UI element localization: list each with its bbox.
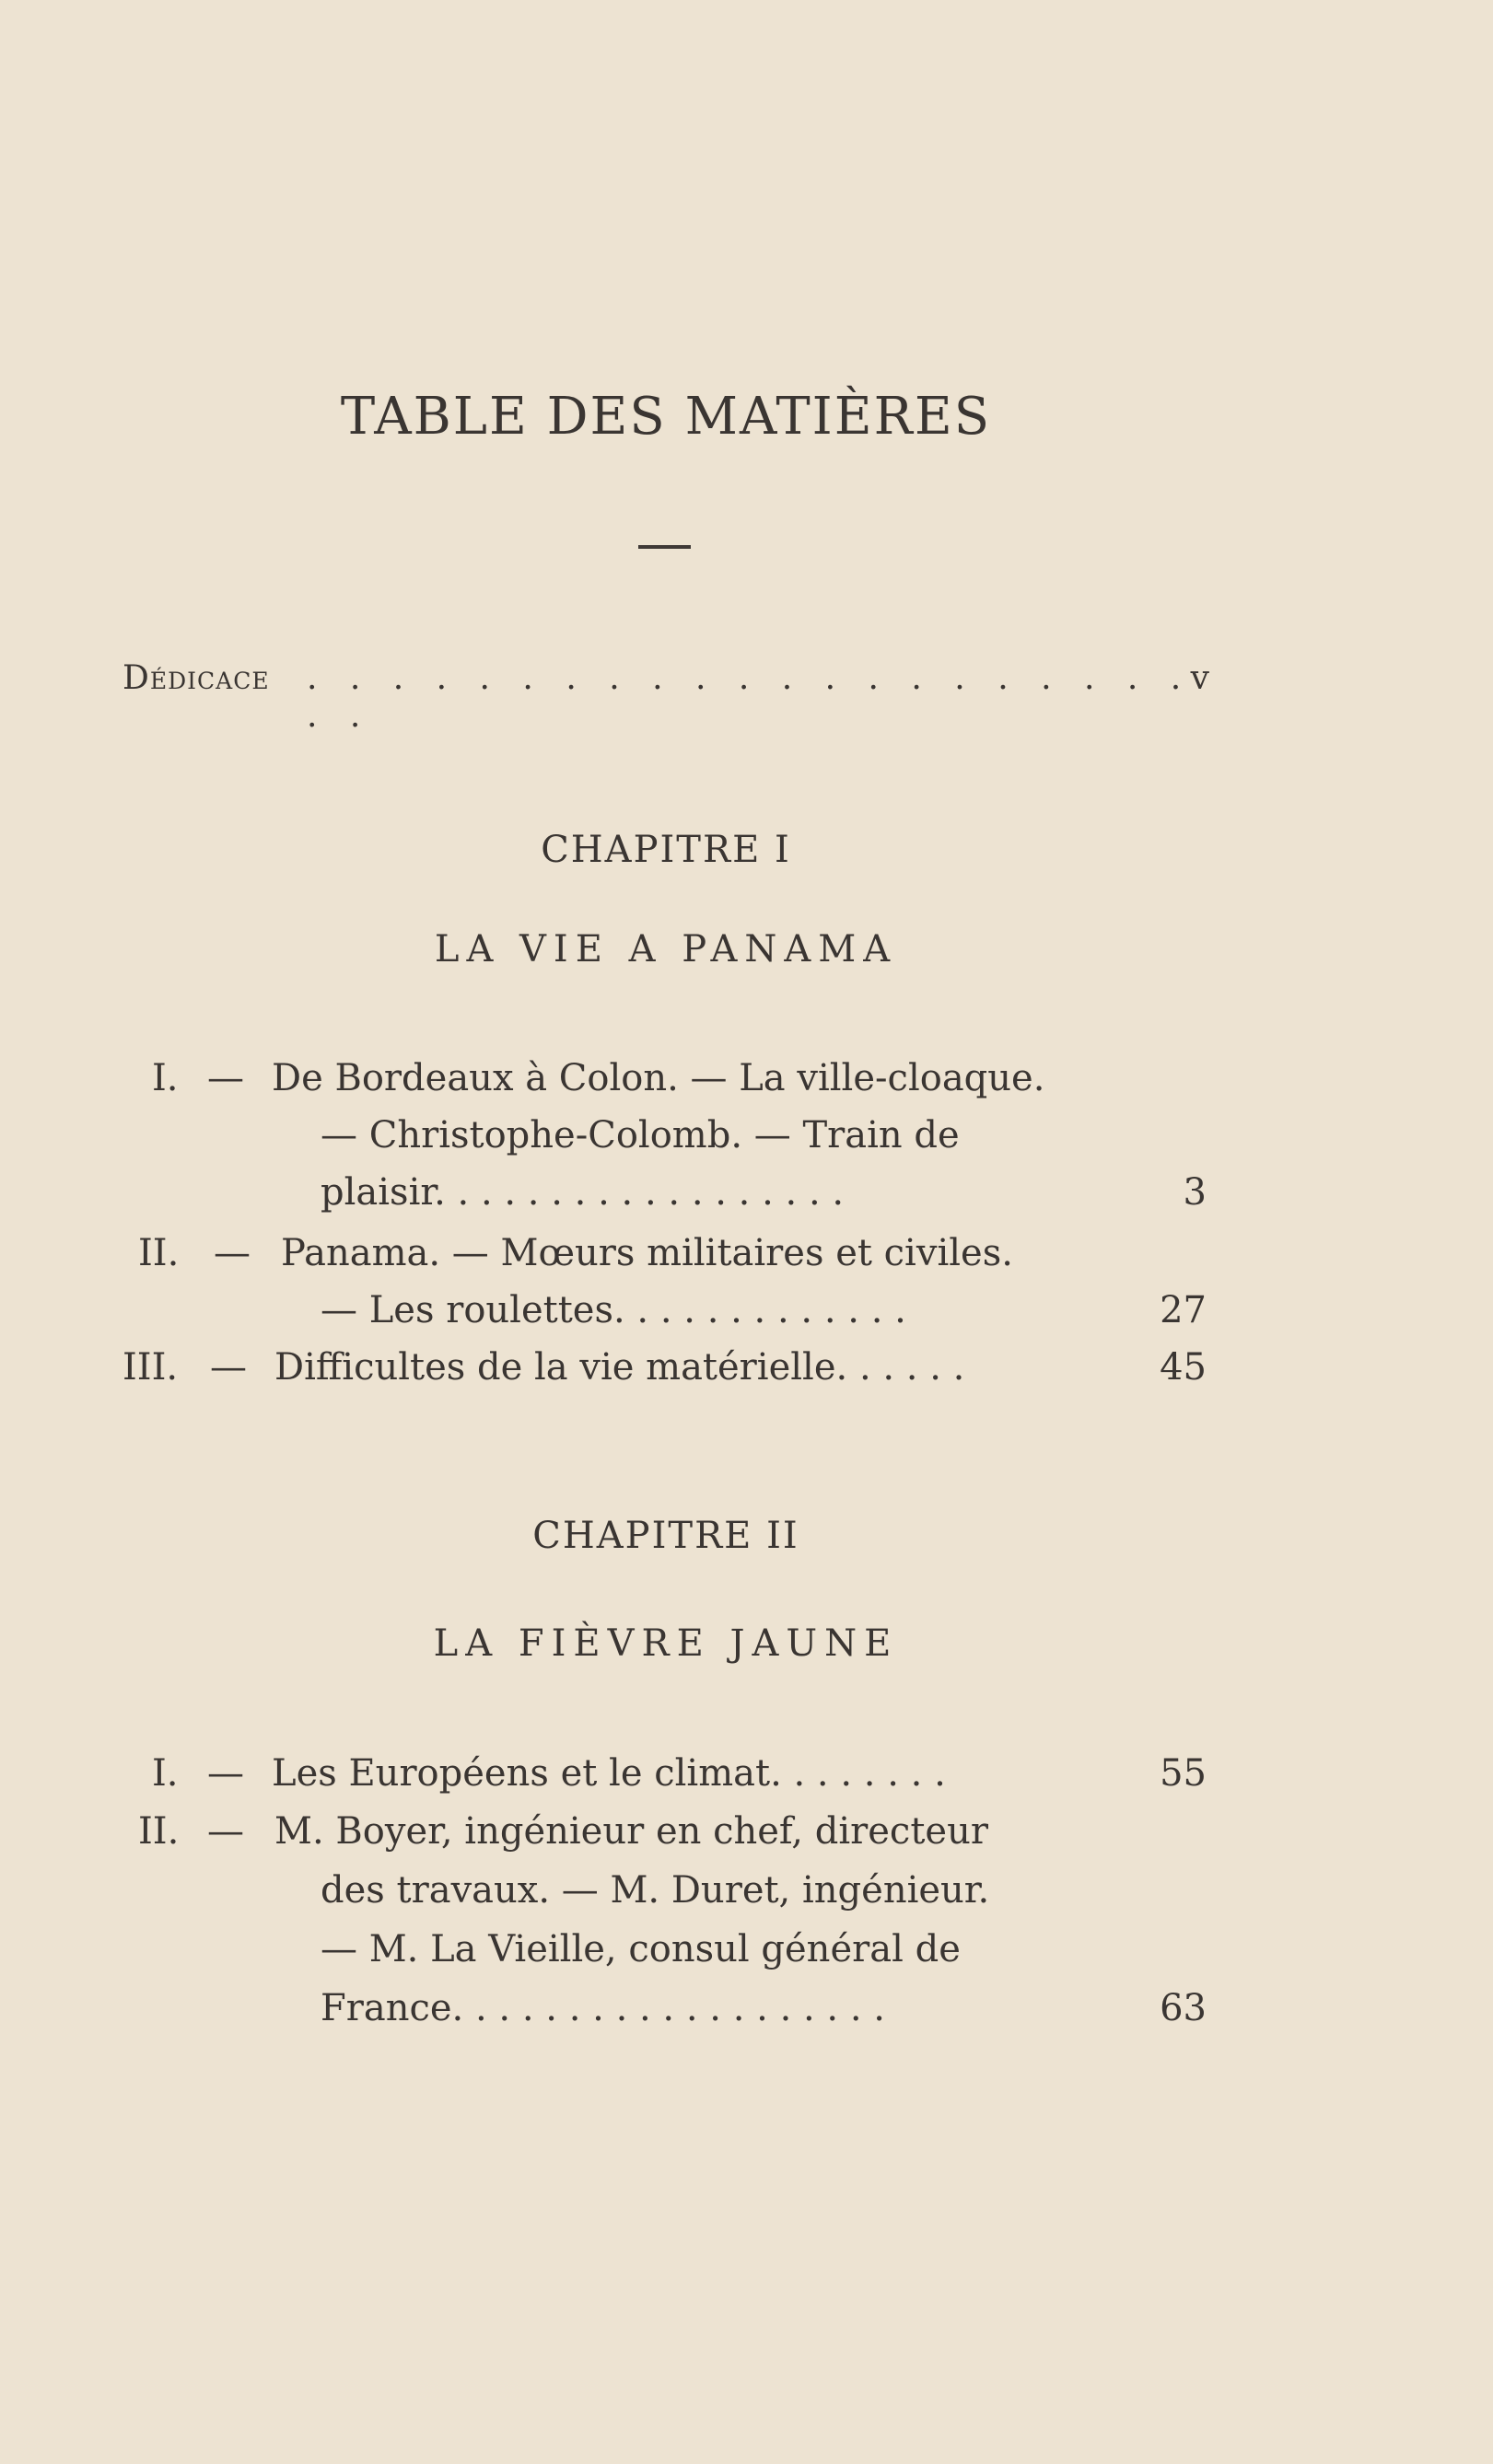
entry-number: II. <box>138 1232 180 1274</box>
entry-number: II. <box>138 1810 180 1853</box>
toc-entry-dedicace <box>122 659 1209 735</box>
entry-page: 55 <box>1160 1752 1207 1795</box>
entry-line: plaisir. . . . . . . . . . . . . . . . . . <box>321 1171 845 1214</box>
entry-page: 63 <box>1160 1987 1207 2029</box>
entry-line: — Les roulettes. . . . . . . . . . . . . <box>321 1289 906 1331</box>
entry-dash: — <box>207 1810 244 1853</box>
entry-line: Panama. — Mœurs militaires et civiles. <box>281 1232 1013 1274</box>
dedicace-leader: . . . . . . . . . . . . . . . . . . . . . . . <box>307 659 1193 735</box>
chapter-2-heading: CHAPITRE II <box>532 1515 799 1557</box>
entry-line: — Christophe-Colomb. — Train de <box>321 1114 960 1156</box>
entry-line: De Bordeaux à Colon. — La ville-cloaque. <box>272 1057 1045 1099</box>
entry-line: Difficultes de la vie matérielle. . . . . . <box>274 1346 965 1389</box>
entry-dash: — <box>210 1346 247 1389</box>
entry-number: I. <box>152 1057 179 1099</box>
entry-page: 45 <box>1160 1346 1207 1389</box>
entry-dash: — <box>214 1232 251 1274</box>
dedicace-label: Dédicace <box>122 659 270 697</box>
chapter-1-title: LA VIE A PANAMA <box>434 928 898 970</box>
dedicace-page: v <box>1190 659 1209 697</box>
chapter-1-heading: CHAPITRE I <box>541 829 791 871</box>
entry-line: Les Européens et le climat. . . . . . . . <box>272 1752 946 1795</box>
entry-line: — M. La Vieille, consul général de <box>321 1928 961 1970</box>
entry-dash: — <box>207 1057 244 1099</box>
entry-number: I. <box>152 1752 179 1795</box>
entry-line: M. Boyer, ingénieur en chef, directeur <box>274 1810 988 1853</box>
entry-line: des travaux. — M. Duret, ingénieur. <box>321 1869 990 1912</box>
page-title: TABLE DES MATIÈRES <box>340 387 992 447</box>
entry-dash: — <box>207 1752 244 1795</box>
entry-line: France. . . . . . . . . . . . . . . . . . . <box>321 1987 886 2029</box>
chapter-2-title: LA FIÈVRE JAUNE <box>433 1622 899 1665</box>
entry-number: III. <box>122 1346 179 1389</box>
entry-page: 3 <box>1183 1171 1207 1214</box>
title-rule <box>638 545 691 549</box>
entry-page: 27 <box>1160 1289 1207 1331</box>
